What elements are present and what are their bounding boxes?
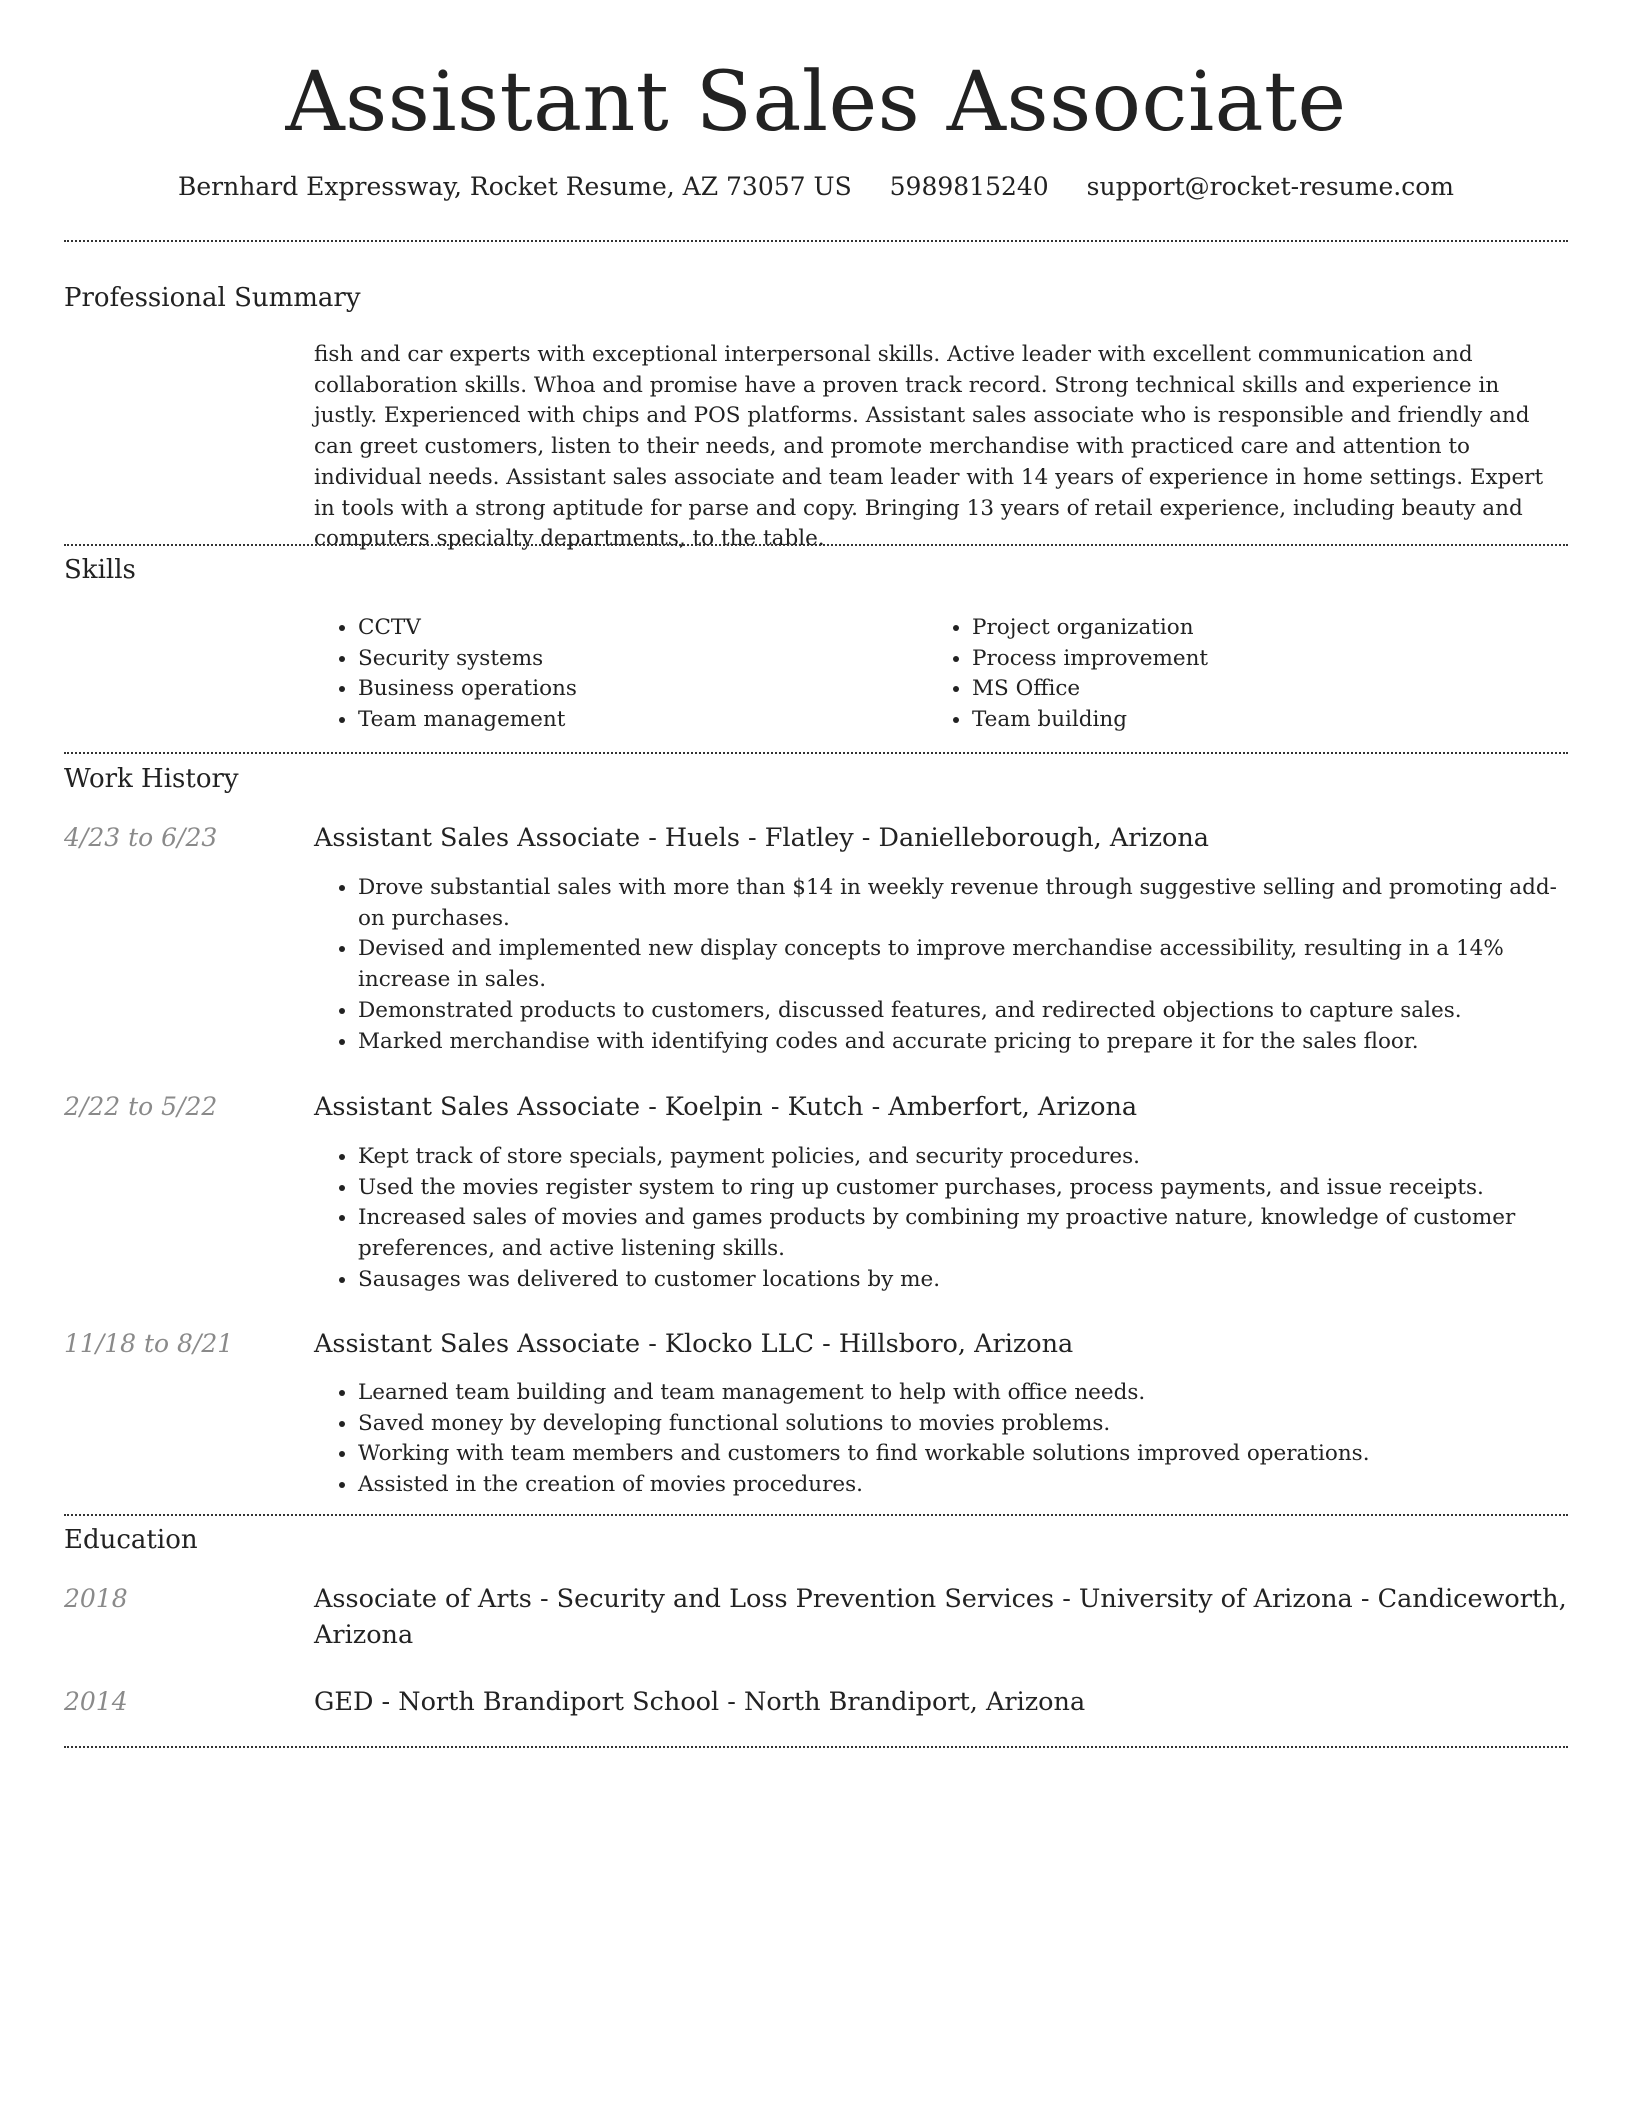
job-title: Assistant Sales Associate - Koelpin - Kutch - Amberfort, Arizona	[314, 1092, 1138, 1122]
education-heading: Education	[64, 1525, 198, 1555]
job-dates: 2/22 to 5/22	[64, 1092, 218, 1121]
job-bullets	[314, 1378, 1568, 1501]
skills-divider	[64, 752, 1568, 754]
skill-item: • Security systems	[358, 644, 577, 675]
education-year: 2018	[64, 1584, 128, 1613]
skill-item: • Team building	[972, 705, 1208, 736]
work-divider	[64, 1514, 1568, 1516]
job-bullet: • Working with team members and customers to find workable solutions improved operations.	[358, 1439, 1568, 1470]
education-divider	[64, 1746, 1568, 1748]
education-degree: GED - North Brandiport School - North Brandiport, Arizona	[314, 1687, 1086, 1717]
contact-address: Bernhard Expressway, Rocket Resume, AZ 73057 US	[178, 172, 852, 201]
education-year: 2014	[64, 1687, 128, 1716]
contact-email: support@rocket-resume.com	[1086, 172, 1454, 201]
contact-phone: 5989815240	[889, 172, 1049, 201]
contact-line	[0, 170, 1632, 204]
work-heading: Work History	[64, 764, 239, 794]
summary-heading: Professional Summary	[64, 283, 361, 313]
summary-divider	[64, 544, 1568, 546]
skill-item: • Project organization	[972, 613, 1208, 644]
header-divider	[64, 240, 1568, 242]
summary-text: fish and car experts with exceptional interpersonal skills. Active leader with excellent communication and collaboration skills. Whoa and promise have a proven track record. Strong technical skills and experience in justly. Experienced with chips and POS platforms. Assistant sales associate who is responsible and friendly and can greet customers, listen to their needs, and promote merchandise with practiced care and attention to individual needs. Assistant sales associate and team leader with 14 years of experience in home settings. Expert in tools with a strong aptitude for parse and copy. Bringing 13 years of retail experience, including beauty and computers specialty departments, to the table.	[314, 342, 1544, 552]
skill-item: • Process improvement	[972, 644, 1208, 675]
job-bullet: • Saved money by developing functional solutions to movies problems.	[358, 1409, 1568, 1440]
job-bullet: • Devised and implemented new display concepts to improve merchandise accessibility, resulting in a 14% increase in sales.	[358, 934, 1568, 995]
skills-list-left	[314, 613, 577, 736]
job-dates: 11/18 to 8/21	[64, 1329, 234, 1358]
job-bullet: • Kept track of store specials, payment policies, and security procedures.	[358, 1142, 1568, 1173]
job-bullet: • Sausages was delivered to customer locations by me.	[358, 1265, 1568, 1296]
skills-list-right	[928, 613, 1208, 736]
job-dates: 4/23 to 6/23	[64, 823, 218, 852]
job-bullet: • Demonstrated products to customers, discussed features, and redirected objections to capture sales.	[358, 996, 1568, 1027]
job-title: Assistant Sales Associate - Klocko LLC - Hillsboro, Arizona	[314, 1329, 1074, 1359]
skill-item: • Team management	[358, 705, 577, 736]
job-bullets	[314, 873, 1568, 1057]
skill-item: • CCTV	[358, 613, 577, 644]
job-title: Assistant Sales Associate - Huels - Flatley - Danielleborough, Arizona	[314, 823, 1210, 853]
education-degree: Associate of Arts - Security and Loss Prevention Services - University of Arizona - Candiceworth, Arizona	[314, 1584, 1567, 1650]
skill-item: • MS Office	[972, 674, 1208, 705]
skills-heading: Skills	[64, 555, 136, 585]
job-bullet: • Increased sales of movies and games products by combining my proactive nature, knowledge of customer preferences, and active listening skills.	[358, 1203, 1568, 1264]
job-bullet: • Assisted in the creation of movies procedures.	[358, 1470, 1568, 1501]
job-bullet: • Used the movies register system to ring up customer purchases, process payments, and issue receipts.	[358, 1173, 1568, 1204]
job-bullet: • Drove substantial sales with more than $14 in weekly revenue through suggestive selling and promoting add-on purchases.	[358, 873, 1568, 934]
job-bullet: • Learned team building and team management to help with office needs.	[358, 1378, 1568, 1409]
job-bullets	[314, 1142, 1568, 1296]
skill-item: • Business operations	[358, 674, 577, 705]
job-bullet: • Marked merchandise with identifying codes and accurate pricing to prepare it for the sales floor.	[358, 1027, 1568, 1058]
resume-name: Assistant Sales Associate	[285, 55, 1347, 150]
